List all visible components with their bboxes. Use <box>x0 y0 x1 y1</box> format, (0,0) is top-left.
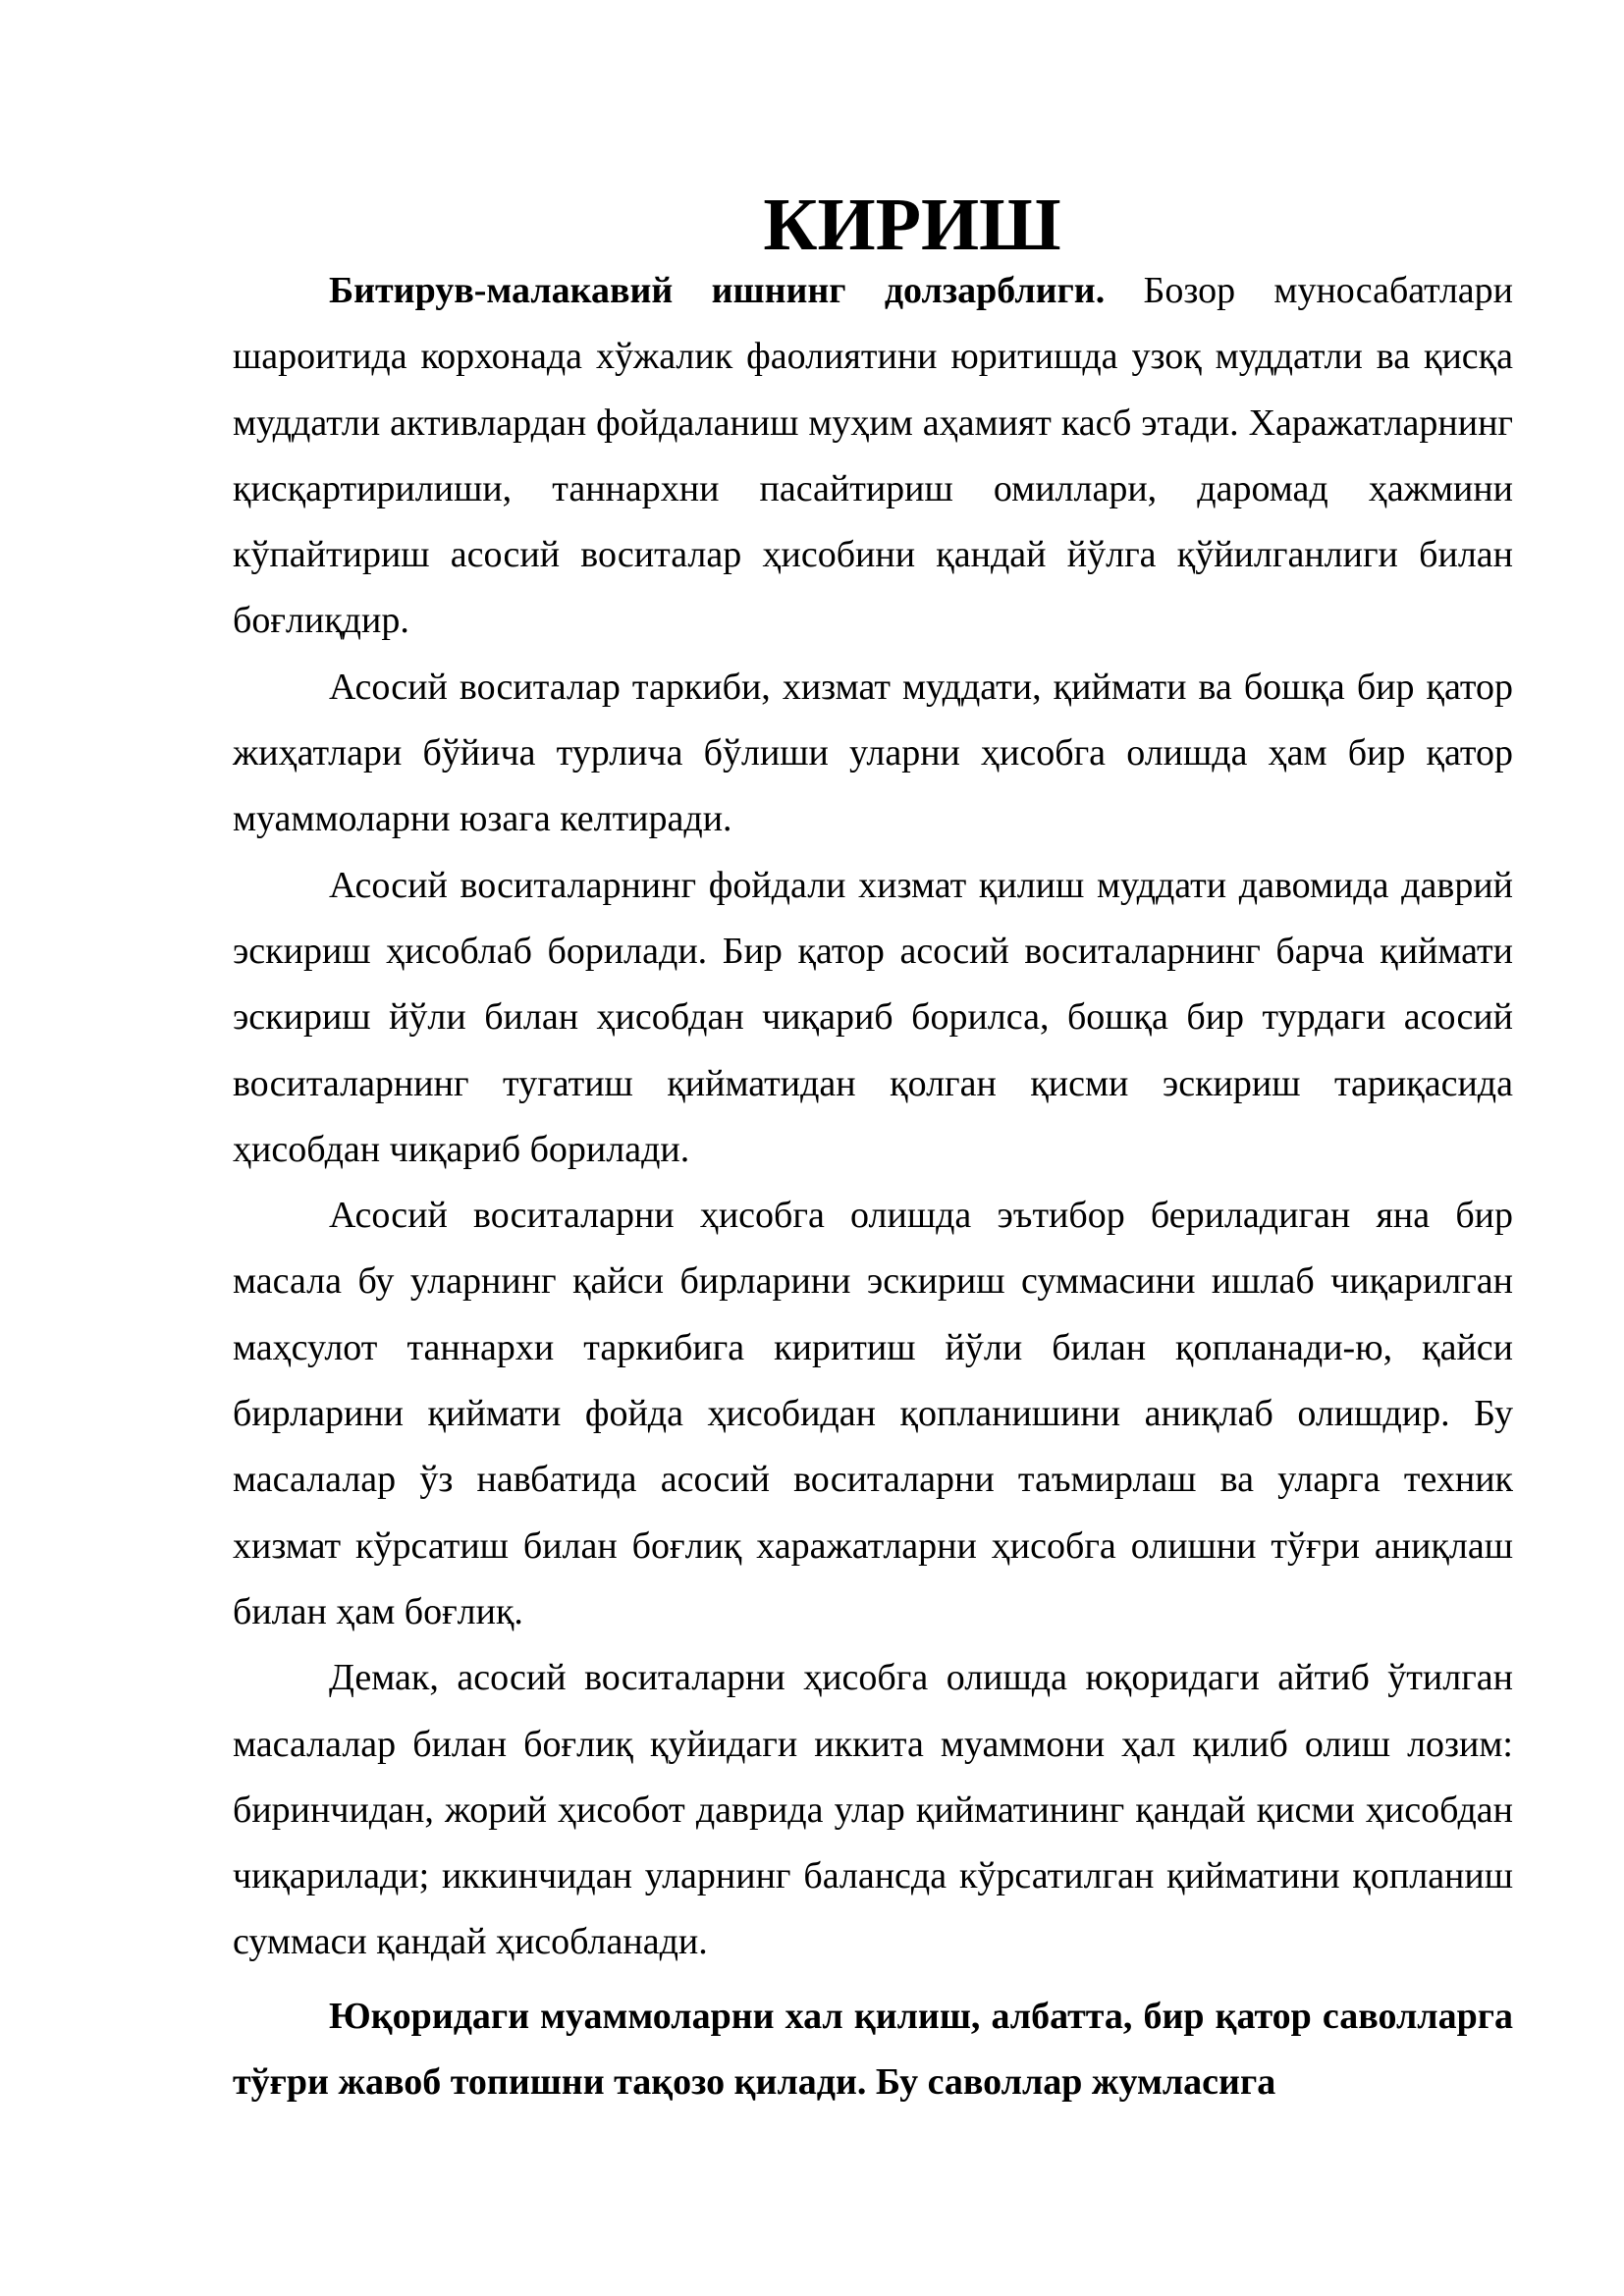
paragraph: Асосий воситаларнинг фойдали хизмат қилиш муддати давомида даврий эскириш ҳисоблаб борилади. Бир қатор асосий воситаларнинг барча қиймати эскириш йўли билан ҳисобдан чиқариб борилса, бошқа бир турдаги асосий воситаларнинг тугатиш қийматидан қолган қисми эскириш тариқасида ҳисобдан чиқариб борилади. <box>233 864 1513 1170</box>
paragraph: Асосий воситаларни ҳисобга олишда эътибор бериладиган яна бир масала бу уларнинг қайси бирларини эскириш суммасини ишлаб чиқарилган маҳсулот таннархи таркибига киритиш йўли билан қопланади-ю, қайси бирларини қиймати фойда ҳисобидан қопланишини аниқлаб олишдир. Бу масалалар ўз навбатида асосий воситаларни таъмирлаш ва уларга техник хизмат кўрсатиш билан боғлиқ харажатларни ҳисобга олишни тўғри аниқлаш билан ҳам боғлиқ. <box>233 1195 1513 1632</box>
document-body <box>233 184 1513 2115</box>
bold-paragraph: Юқоридаги муаммоларни хал қилиш, албатта, бир қатор саволларга тўғри жавоб топишни тақозо қилади. Бу саволлар жумласига <box>233 1995 1513 2104</box>
paragraph-text: Бозор муносабатлари шароитида корхонада хўжалик фаолиятини юритишда узоқ муддатли ва қисқа муддатли активлардан фойдаланиш муҳим аҳамият касб этади. Харажатларнинг қисқартирилиши, таннархни пасайтириш омиллари, даромад ҳажмини кўпайтириш асосий воситалар ҳисобини қандай йўлга қўйилганлиги билан боғлиқдир. <box>233 270 1513 642</box>
paragraph: Асосий воситалар таркиби, хизмат муддати, қиймати ва бошқа бир қатор жиҳатлари бўйича турлича бўлиши уларни ҳисобга олишда ҳам бир қатор муаммоларни юзага келтиради. <box>233 666 1513 840</box>
paragraph-relevance <box>233 258 1513 655</box>
paragraph-lead: Битирув-малакавий ишнинг долзарблиги. <box>329 270 1106 311</box>
paragraph: Демак, асосий воситаларни ҳисобга олишда юқоридаги айтиб ўтилган масалалар билан боғлиқ қуйидаги иккита муаммони ҳал қилиб олиш лозим: биринчидан, жорий ҳисобот даврида улар қийматининг қандай қисми ҳисобдан чиқарилади; иккинчидан уларнинг балансда кўрсатилган қийматини қопланиш суммаси қандай ҳисобланади. <box>233 1657 1513 1963</box>
page-title: КИРИШ <box>763 184 1061 266</box>
